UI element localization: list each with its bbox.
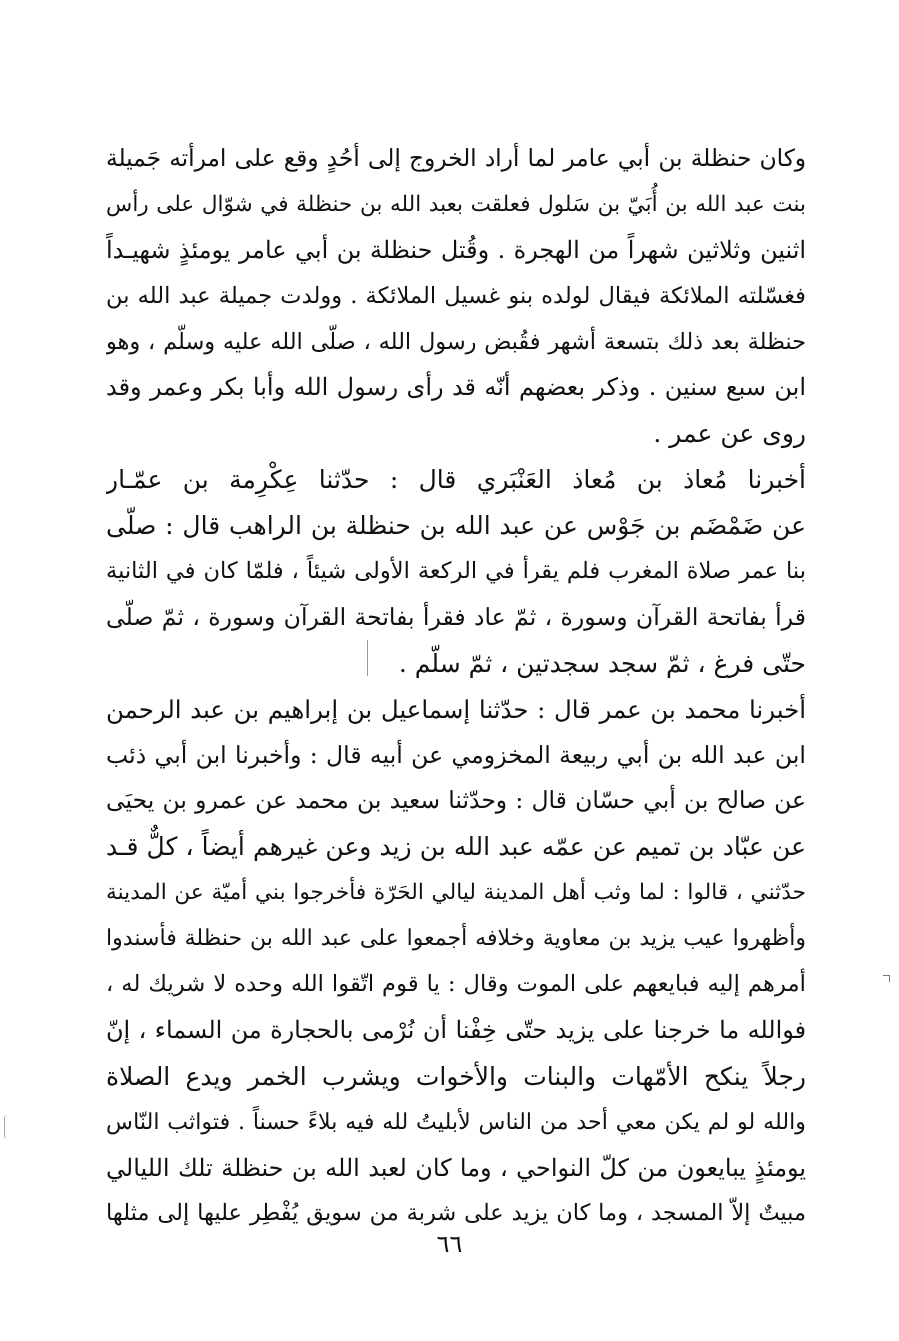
text-line: بنت عبد الله بن أُبَيّ بن سَلول فعلقت بعبد الله بن حنظلة في شوّال على رأس bbox=[106, 191, 806, 217]
text-line: وكان حنظلة بن أبي عامر لما أراد الخروج إلى أحُدٍ وقع على امرأته جَميلة bbox=[106, 145, 806, 172]
text-line: أخبرنا محمد بن عمر قال : حدّثنا إسماعيل بن إبراهيم بن عبد الرحمن bbox=[106, 694, 806, 724]
scan-artifact bbox=[367, 640, 368, 676]
text-line: عن ضَمْضَم بن جَوْس عن عبد الله بن حنظلة بن الراهب قال : صلّى bbox=[106, 511, 806, 541]
text-line: اثنين وثلاثين شهراً من الهجرة . وقُتل حنظلة بن أبي عامر يومئذٍ شهيـداً bbox=[106, 235, 806, 264]
scan-artifact bbox=[4, 1115, 11, 1139]
text-line: رجلاً ينكح الأمّهات والبنات والأخوات ويشرب الخمر ويدع الصلاة bbox=[106, 1061, 806, 1091]
text-line: قرأ بفاتحة القرآن وسورة ، ثمّ عاد فقرأ بفاتحة القرآن وسورة ، ثمّ صلّى bbox=[106, 602, 806, 631]
text-line: حنظلة بعد ذلك بتسعة أشهر فقُبض رسول الله ، صلّى الله عليه وسلّم ، وهو bbox=[106, 328, 806, 355]
text-line: حتّى فرغ ، ثمّ سجد سجدتين ، ثمّ سلّم . bbox=[398, 648, 806, 678]
text-line: يومئذٍ يبايعون من كلّ النواحي ، وما كان لعبد الله بن حنظلة تلك الليالي bbox=[106, 1153, 806, 1182]
text-line: حدّثني ، قالوا : لما وثب أهل المدينة ليالي الحَرّة فأخرجوا بني أميّة عن المدينة bbox=[106, 880, 806, 906]
text-line: فغسّلته الملائكة فيقال لولده بنو غسيل الملائكة . وولدت جميلة عبد الله بن bbox=[106, 282, 806, 309]
text-line: مبيتٌ إلاّ المسجد ، وما كان يزيد على شربة من سويق يُفْطِر عليها إلى مثلها bbox=[106, 1200, 806, 1227]
page-number: ٦٦ bbox=[436, 1230, 463, 1258]
scan-artifact bbox=[883, 975, 890, 982]
body-text bbox=[106, 136, 806, 1237]
text-line: والله لو لم يكن معي أحد من الناس لأبليتُ لله فيه بلاءً حسناً . فتواثب النّاس bbox=[106, 1108, 806, 1135]
text-line: بنا عمر صلاة المغرب فلم يقرأ في الركعة الأولى شيئاً ، فلمّا كان في الثانية bbox=[106, 558, 806, 585]
text-line: روى عن عمر . bbox=[653, 419, 806, 449]
text-line: عن عبّاد بن تميم عن عمّه عبد الله بن زيد وعن غيرهم أيضاً ، كلٌّ قـد bbox=[106, 832, 806, 862]
text-line: ابن عبد الله بن أبي ربيعة المخزومي عن أبيه قال : وأخبرنا ابن أبي ذئب bbox=[106, 740, 806, 769]
text-line: فوالله ما خرجنا على يزيد حتّى خِفْنا أن نُرْمى بالحجارة من السماء ، إنّ bbox=[106, 1015, 806, 1044]
text-line: أمرهم إليه فبايعهم على الموت وقال : يا قوم اتّقوا الله وحده لا شريك له ، bbox=[106, 971, 806, 998]
text-line: عن صالح بن أبي حسّان قال : وحدّثنا سعيد بن محمد عن عمرو بن يحيَى bbox=[106, 786, 806, 815]
text-line: ابن سبع سنين . وذكر بعضهم أنّه قد رأى رسول الله وأبا بكر وعمر وقد bbox=[106, 373, 806, 402]
text-line: وأظهروا عيب يزيد بن معاوية وخلافه أجمعوا على عبد الله بن حنظلة فأسندوا bbox=[106, 926, 806, 952]
text-line: أخبرنا مُعاذ بن مُعاذ العَنْبَري قال : حدّثنا عِكْرِمة بن عمّـار bbox=[106, 465, 806, 495]
